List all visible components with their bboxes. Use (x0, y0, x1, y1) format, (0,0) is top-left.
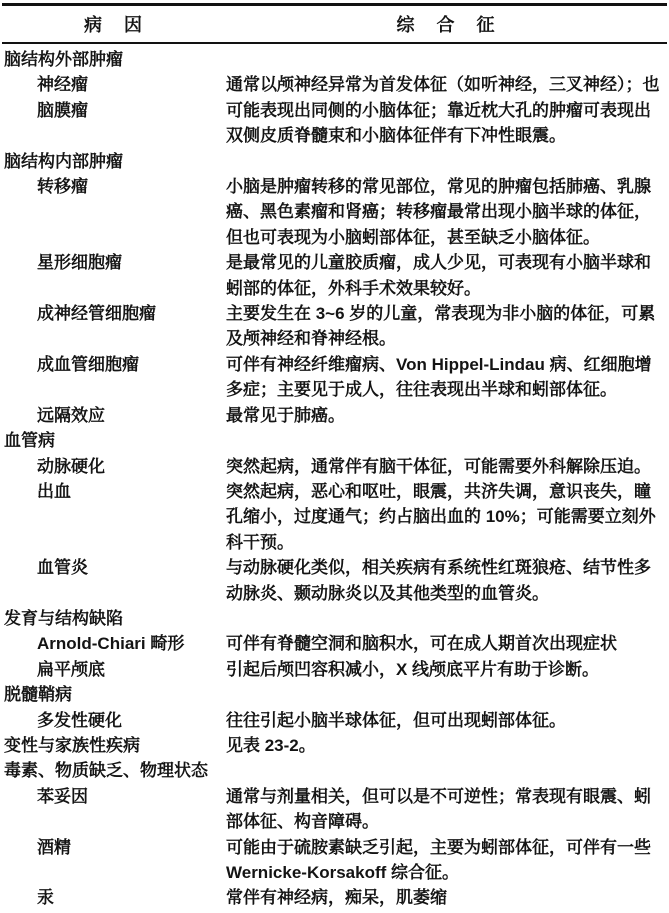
syndrome-text: 可能由于硫胺素缺乏引起，主要为蚓部体征，可伴有一些 Wernicke-Korsakoff 综合征。 (226, 837, 651, 882)
section-header-row (2, 682, 667, 707)
cause-label: 血管炎 (37, 558, 88, 578)
cause-cell (2, 72, 226, 123)
syndrome-text: 通常以颅神经异常为首发体征（如听神经，三叉神经）；也可能表现出同侧的小脑体征；靠近枕大孔的肿瘤可表现出双侧皮质脊髓束和小脑体征伴有下冲性眼震。 (226, 75, 660, 146)
cause-label: 远隔效应 (37, 405, 105, 425)
syndrome-text: 常伴有神经病，痴呆，肌萎缩 (226, 888, 447, 908)
table-row (2, 479, 667, 555)
cause-cell (2, 352, 226, 377)
syndrome-text: 可伴有神经纤维瘤病、Von Hippel-Lindau 病、红细胞增多症；主要见于成人，往往表现出半球和蚓部体征。 (226, 354, 652, 400)
cause-label: 多发性硬化 (37, 710, 122, 730)
syndrome-text: 通常与剂量相关，但可以是不可逆性；常表现有眼震、蚓部体征、构音障碍。 (226, 786, 651, 832)
cause-label: 汞 (37, 888, 54, 908)
section-header: 脑结构外部肿瘤 (4, 50, 123, 69)
syndrome-text: 引起后颅凹容积减小，X 线颅底平片有助于诊断。 (226, 659, 600, 679)
column-header-cause: 病 因 (84, 15, 144, 35)
syndrome-text: 是最常见的儿童胶质瘤，成人少见，可表现有小脑半球和蚓部的体征，外科手术效果较好。 (226, 253, 651, 298)
cause-cell (2, 479, 226, 504)
cause-label: 神经瘤 (37, 75, 88, 95)
cause-label: 转移瘤 (37, 177, 88, 197)
cause-cell (2, 784, 226, 809)
section-header: 发育与结构缺陷 (4, 608, 123, 628)
cause-cell (2, 835, 226, 860)
cause-cell (2, 657, 226, 682)
cause-label: 星形细胞瘤 (37, 253, 122, 273)
cause-cell (2, 174, 226, 199)
section-header: 血管病 (4, 431, 55, 451)
section-header-row (2, 606, 667, 631)
cause-label: 动脉硬化 (37, 456, 105, 476)
cause-cell (2, 885, 226, 910)
syndrome-text: 最常见于肺癌。 (226, 405, 345, 425)
section-header: 毒素、物质缺乏、物理状态 (4, 761, 208, 781)
syndrome-text: 主要发生在 3~6 岁的儿童，常表现为非小脑的体征，可累及颅神经和脊神经根。 (226, 304, 656, 349)
cause-label: 脑膜瘤 (37, 100, 88, 120)
table-row (2, 657, 667, 682)
section-header: 变性与家族性疾病 (4, 735, 140, 755)
syndrome-text: 与动脉硬化类似，相关疾病有系统性红斑狼疮、结节性多动脉炎、颞动脉炎以及其他类型的血管炎。 (226, 558, 651, 603)
cause-cell (2, 301, 226, 326)
syndrome-text: 小脑是肿瘤转移的常见部位，常见的肿瘤包括肺癌、乳腺癌、黑色素瘤和肾癌；转移瘤最常出现小脑半球的体征，但也可表现为小脑蚓部体征，甚至缺乏小脑体征。 (226, 177, 651, 247)
syndrome-text: 可伴有脊髓空洞和脑积水，可在成人期首次出现症状 (226, 634, 617, 654)
section-header: 脑结构内部肿瘤 (4, 151, 123, 171)
cause-cell (2, 555, 226, 580)
syndrome-text: 突然起病，通常伴有脑干体征，可能需要外科解除压迫。 (226, 456, 651, 476)
cause-label: 成神经管细胞瘤 (37, 304, 156, 324)
table-row (2, 174, 667, 250)
cause-label: 成血管细胞瘤 (37, 354, 139, 374)
table-row (2, 555, 667, 606)
table-row (2, 454, 667, 479)
cause-cell (2, 631, 226, 656)
cause-cell (2, 403, 226, 428)
table-row (2, 352, 667, 403)
syndrome-text: 往往引起小脑半球体征，但可出现蚓部体征。 (226, 710, 566, 730)
cause-label: Arnold-Chiari 畸形 (37, 634, 185, 654)
cause-cell (2, 454, 226, 479)
table-row (2, 784, 667, 835)
table-row (2, 835, 667, 886)
table-row (2, 72, 667, 148)
cause-label: 苯妥因 (37, 786, 88, 806)
table-row (2, 301, 667, 352)
column-header-syndrome: 综 合 征 (396, 15, 497, 35)
syndrome-text: 见表 23-2。 (226, 735, 316, 755)
section-header-row (2, 428, 667, 453)
table-row (2, 403, 667, 428)
section-header-row (2, 149, 667, 174)
section-header-row (2, 47, 667, 72)
table-row (2, 631, 667, 656)
table-row (2, 250, 667, 301)
cause-label: 扁平颅底 (37, 659, 105, 679)
cause-label: 酒精 (37, 837, 71, 857)
syndrome-text: 突然起病，恶心和呕吐，眼震，共济失调，意识丧失，瞳孔缩小，过度通气；约占脑出血的 10%；可能需要立刻外科干预。 (226, 481, 656, 552)
table-body (2, 44, 667, 911)
section-header-row (2, 758, 667, 783)
cause-cell (2, 250, 226, 275)
cause-cell (2, 708, 226, 733)
cause-syndrome-table (2, 3, 667, 913)
section-header-row (2, 733, 667, 758)
table-row (2, 708, 667, 733)
table-header-row (2, 6, 667, 41)
table-row (2, 885, 667, 910)
section-header: 脱髓鞘病 (4, 685, 72, 705)
cause-label: 出血 (37, 481, 71, 501)
